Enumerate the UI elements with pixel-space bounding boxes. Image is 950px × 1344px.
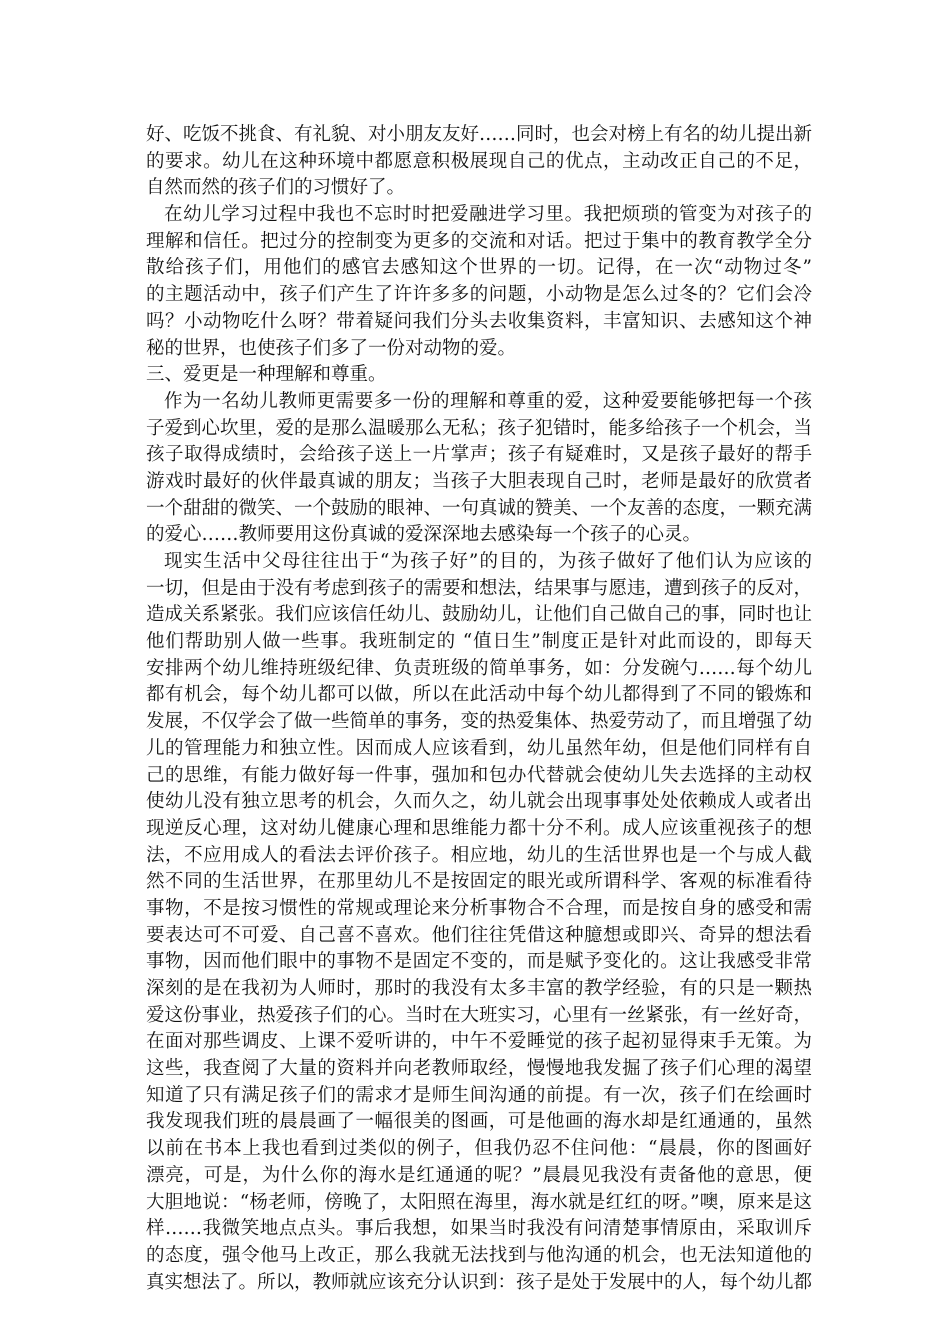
text-line: 事物，因而他们眼中的事物不是固定不变的，而是赋予变化的。这让我感受非常 xyxy=(146,951,812,973)
text-line: 真实想法了。所以，教师就应该充分认识到：孩子是处于发展中的人，每个幼儿都 xyxy=(146,1271,813,1293)
text-line: 孩子取得成绩时，会给孩子送上一片掌声；孩子有疑难时，又是孩子最好的帮手 xyxy=(146,444,812,466)
text-line: 知道了只有满足孩子们的需求才是师生间沟通的前提。有一次，孩子们在绘画时 xyxy=(146,1084,812,1106)
document-body xyxy=(146,122,812,1296)
text-line: 我发现我们班的晨晨画了一幅很美的图画，可是他画的海水却是红通通的，虽然 xyxy=(146,1111,812,1133)
text-line: 漂亮，可是，为什么你的海水是红通通的呢？”晨晨见我没有责备他的意思，便 xyxy=(146,1164,812,1186)
text-line: 发展，不仅学会了做一些简单的事务，变的热爱集体、热爱劳动了，而且增强了幼 xyxy=(146,711,813,733)
text-line: 己的思维，有能力做好每一件事，强加和包办代替就会使幼儿失去选择的主动权 xyxy=(146,764,812,786)
text-line: 的要求。幼儿在这种环境中都愿意积极展现自己的优点，主动改正自己的不足， xyxy=(146,150,812,172)
text-line: 深刻的是在我初为人师时，那时的我没有太多丰富的教学经验，有的只是一颗热 xyxy=(146,978,812,999)
text-line: 要表达可不可爱、自己喜不喜欢。他们往往凭借这种臆想或即兴、奇异的想法看 xyxy=(146,924,812,946)
text-line: 使幼儿没有独立思考的机会，久而久之，幼儿就会出现事事处处依赖成人或者出 xyxy=(146,791,812,813)
text-line: 爱这份事业，热爱孩子们的心。当时在大班实习，心里有一丝紧张，有一丝好奇， xyxy=(146,1004,813,1026)
text-line: 在面对那些调皮、上课不爱听讲的，中午不爱睡觉的孩子起初显得束手无策。为 xyxy=(146,1031,812,1053)
text-line: 法，不应用成人的看法去评价孩子。相应地，幼儿的生活世界也是一个与成人截 xyxy=(146,844,812,866)
text-line: 的爱心……教师要用这份真诚的爱深深地去感染每一个孩子的心灵。 xyxy=(146,524,702,546)
text-line: 现实生活中父母往往出于“为孩子好”的目的，为孩子做好了他们认为应该的 xyxy=(164,551,812,572)
text-line: 一切，但是由于没有考虑到孩子的需要和想法，结果事与愿违，遭到孩子的反对， xyxy=(146,577,813,599)
text-line: 安排两个幼儿维持班级纪律、负责班级的简单事务，如：分发碗勺……每个幼儿 xyxy=(146,657,812,679)
text-line: 理解和信任。把过分的控制变为更多的交流和对话。把过于集中的教育教学全分 xyxy=(146,230,812,252)
text-line: 散给孩子们，用他们的感官去感知这个世界的一切。记得，在一次“动物过冬” xyxy=(146,257,812,279)
text-line: 事物，不是按习惯性的常规或理论来分析事物合不合理，而是按自身的感受和需 xyxy=(146,897,812,919)
text-line: 游戏时最好的伙伴最真诚的朋友；当孩子大胆表现自己时，老师是最好的欣赏者 xyxy=(146,470,812,492)
text-line: 的主题活动中，孩子们产生了许许多多的问题，小动物是怎么过冬的？它们会冷 xyxy=(146,284,812,306)
text-line: 好、吃饭不挑食、有礼貌、对小朋友友好……同时，也会对榜上有名的幼儿提出新 xyxy=(146,124,813,145)
text-line: 都有机会，每个幼儿都可以做，所以在此活动中每个幼儿都得到了不同的锻炼和 xyxy=(146,684,812,706)
text-line: 样……我微笑地点点头。事后我想，如果当时我没有问清楚事情原由，采取训斥 xyxy=(146,1218,812,1240)
text-line: 一个甜甜的微笑、一个鼓励的眼神、一句真诚的赞美、一个友善的态度，一颗充满 xyxy=(146,497,813,519)
text-line: 现逆反心理，这对幼儿健康心理和思维能力都十分不利。成人应该重视孩子的想 xyxy=(146,817,812,839)
text-line: 大胆地说：“杨老师，傍晚了，太阳照在海里，海水就是红红的呀。”噢，原来是这 xyxy=(146,1191,812,1213)
text-line: 以前在书本上我也看到过类似的例子，但我仍忍不住问他：“晨晨，你的图画好 xyxy=(146,1138,812,1160)
text-line: 在幼儿学习过程中我也不忘时时把爱融进学习里。我把烦琐的管变为对孩子的 xyxy=(164,204,812,226)
text-line: 三、爱更是一种理解和尊重。 xyxy=(146,364,387,386)
text-line: 自然而然的孩子们的习惯好了。 xyxy=(146,177,406,199)
text-line: 造成关系紧张。我们应该信任幼儿、鼓励幼儿，让他们自己做自己的事，同时也让 xyxy=(146,604,813,626)
text-line: 这些，我查阅了大量的资料并向老教师取经，慢慢地我发掘了孩子们心理的渴望 xyxy=(146,1058,812,1080)
text-line: 的态度，强令他马上改正，那么我就无法找到与他沟通的机会，也无法知道他的 xyxy=(146,1244,812,1266)
text-line: 他们帮助别人做一些事。我班制定的 “值日生”制度正是针对此而设的，即每天 xyxy=(146,631,812,653)
text-line: 儿的管理能力和独立性。因而成人应该看到，幼儿虽然年幼，但是他们同样有自 xyxy=(146,737,812,759)
text-line: 子爱到心坎里，爱的是那么温暖那么无私；孩子犯错时，能多给孩子一个机会，当 xyxy=(146,417,813,439)
text-line: 然不同的生活世界，在那里幼儿不是按固定的眼光或所谓科学、客观的标准看待 xyxy=(146,871,812,893)
text-line: 秘的世界，也使孩子们多了一份对动物的爱。 xyxy=(146,337,517,359)
text-line: 作为一名幼儿教师更需要多一份的理解和尊重的爱，这种爱要能够把每一个孩 xyxy=(164,390,812,412)
text-line: 吗？小动物吃什么呀？带着疑问我们分头去收集资料，丰富知识、去感知这个神 xyxy=(146,310,812,332)
